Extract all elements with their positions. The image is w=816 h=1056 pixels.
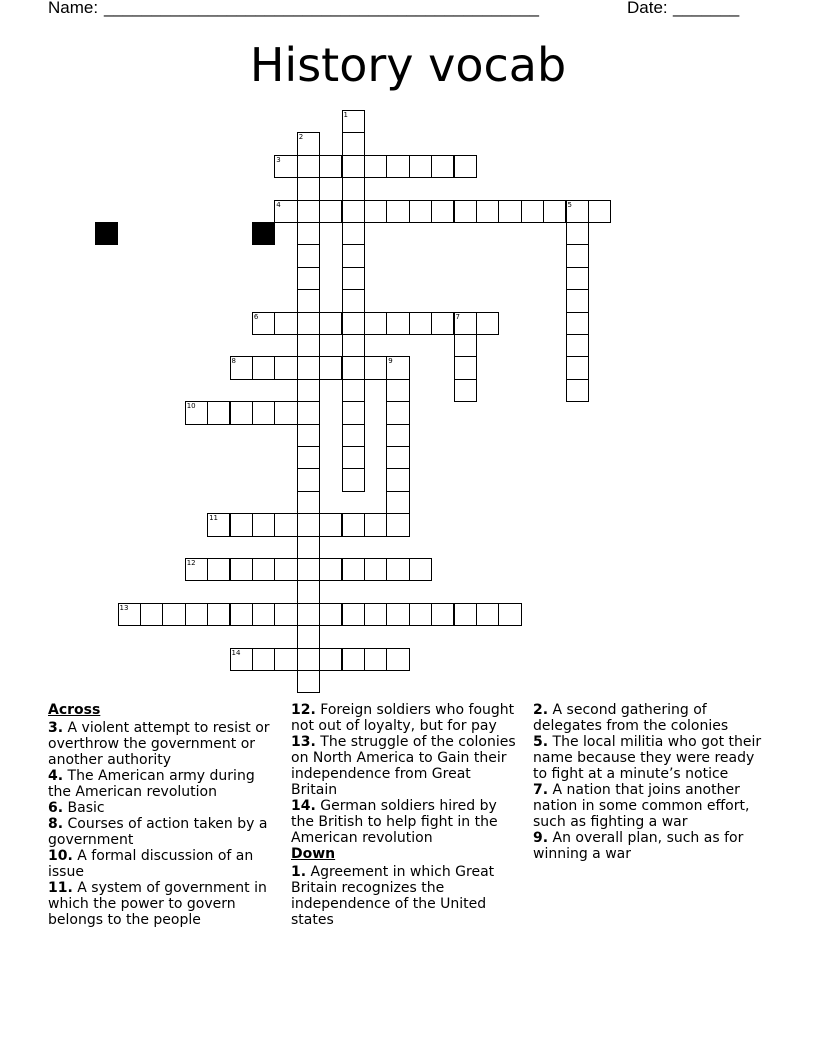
name-label: Name: (48, 0, 99, 17)
crossword-cell[interactable] (297, 580, 320, 603)
crossword-cell[interactable] (342, 648, 365, 671)
crossword-cell[interactable] (297, 244, 320, 267)
clue (48, 816, 276, 848)
crossword-cell[interactable] (297, 222, 320, 245)
crossword-cell[interactable] (297, 356, 320, 379)
crossword-cell[interactable] (386, 356, 409, 379)
crossword-cell[interactable] (431, 155, 454, 178)
crossword-cell[interactable] (185, 401, 208, 424)
crossword-cell[interactable] (207, 603, 230, 626)
crossword-cell[interactable] (566, 200, 589, 223)
crossword-cell[interactable] (274, 356, 297, 379)
clue (48, 768, 276, 800)
crossword-cell[interactable] (386, 200, 409, 223)
clue-text: A second gathering of delegates from the colonies (533, 702, 729, 734)
clue (291, 798, 519, 846)
crossword-cell[interactable] (140, 603, 163, 626)
crossword-cell[interactable] (297, 491, 320, 514)
clue-number: 6 (253, 312, 259, 321)
clue-number: 12. (291, 702, 316, 718)
crossword-cell[interactable] (230, 648, 253, 671)
crossword-cell[interactable] (342, 401, 365, 424)
crossword-cell[interactable] (431, 200, 454, 223)
clue-number: 13. (291, 734, 316, 750)
crossword-cell[interactable] (342, 558, 365, 581)
crossword-cell[interactable] (364, 513, 387, 536)
crossword-cell[interactable] (185, 558, 208, 581)
clue (533, 782, 769, 830)
crossword-cell[interactable] (543, 200, 566, 223)
crossword-cell[interactable] (566, 267, 589, 290)
crossword-cell[interactable] (118, 603, 141, 626)
clue-number: 3. (48, 720, 64, 736)
clue-number: 12 (186, 559, 196, 567)
crossword-cell[interactable] (297, 155, 320, 178)
crossword-cell[interactable] (498, 200, 521, 223)
crossword-cell[interactable] (297, 536, 320, 559)
crossword-cell[interactable] (207, 558, 230, 581)
crossword-cell[interactable] (297, 334, 320, 357)
clue (291, 864, 519, 928)
date-blank[interactable]: _______ (673, 0, 740, 17)
crossword-cell[interactable] (297, 267, 320, 290)
clue-number: 14. (291, 798, 316, 814)
crossword-cell[interactable] (386, 558, 409, 581)
crossword-cell[interactable] (386, 491, 409, 514)
clue-number: 9 (388, 357, 393, 366)
crossword-cell[interactable] (364, 200, 387, 223)
clue-text: An overall plan, such as for winning a war (533, 830, 744, 862)
crossword-cell[interactable] (342, 356, 365, 379)
crossword-cell[interactable] (476, 603, 499, 626)
clue (291, 702, 519, 734)
crossword-cell[interactable] (274, 513, 297, 536)
crossword-cell[interactable] (230, 401, 253, 424)
crossword-cell[interactable] (386, 379, 409, 402)
crossword-cell[interactable] (454, 200, 477, 223)
clue-number: 5. (533, 734, 549, 750)
crossword-cell[interactable] (342, 603, 365, 626)
clue-text: Foreign soldiers who fought not out of loyalty, but for pay (291, 702, 515, 734)
crossword-cell[interactable] (297, 424, 320, 447)
clue-number: 9. (533, 830, 549, 846)
crossword-cell[interactable] (342, 312, 365, 335)
crossword-cell[interactable] (342, 424, 365, 447)
crossword-cell[interactable] (342, 334, 365, 357)
clue-number: 11. (48, 880, 73, 896)
crossword-cell[interactable] (364, 558, 387, 581)
crossword-cell[interactable] (386, 424, 409, 447)
clue (48, 800, 276, 816)
clue-number: 11 (209, 514, 219, 523)
clue-number: 6. (48, 800, 64, 816)
clue (48, 880, 276, 928)
crossword-cell[interactable] (297, 446, 320, 469)
clues-column-2 (291, 702, 519, 928)
name-blank[interactable]: ______________________________________________ (104, 0, 539, 17)
crossword-cell[interactable] (230, 558, 253, 581)
crossword-cell[interactable] (454, 334, 477, 357)
clue-number: 2. (533, 702, 549, 718)
crossword-cell[interactable] (297, 670, 320, 693)
crossword-cell[interactable] (297, 513, 320, 536)
crossword-cell[interactable] (297, 289, 320, 312)
crossword-cell[interactable] (274, 200, 297, 223)
down-heading: Down (291, 846, 336, 862)
crossword-cell[interactable] (364, 356, 387, 379)
date-label: Date: (627, 0, 668, 17)
crossword-cell[interactable] (454, 603, 477, 626)
crossword-cell[interactable] (342, 132, 365, 155)
crossword-cell[interactable] (409, 558, 432, 581)
crossword-cell[interactable] (566, 379, 589, 402)
clue-text: Basic (63, 800, 105, 816)
crossword-cell[interactable] (297, 603, 320, 626)
clue-text: A formal discussion of an issue (48, 848, 254, 880)
clue-text: The local militia who got their name because they were ready to fight at a minute’s notice (533, 734, 762, 782)
clue-number: 10. (48, 848, 73, 864)
clue-text: A violent attempt to resist or overthrow the government or another authority (48, 720, 270, 768)
crossword-cell[interactable] (409, 603, 432, 626)
crossword-cell[interactable] (454, 155, 477, 178)
crossword-cell[interactable] (364, 648, 387, 671)
crossword-cell[interactable] (342, 513, 365, 536)
crossword-cell[interactable] (342, 289, 365, 312)
crossword-cell[interactable] (274, 648, 297, 671)
crossword-cell[interactable] (297, 468, 320, 491)
crossword-cell[interactable] (566, 334, 589, 357)
crossword-cell[interactable] (230, 356, 253, 379)
crossword-cell[interactable] (342, 177, 365, 200)
crossword-cell[interactable] (386, 468, 409, 491)
crossword-cell[interactable] (252, 513, 275, 536)
clue-number: 4. (48, 768, 64, 784)
clue (48, 848, 276, 880)
blocked-cell (95, 222, 118, 245)
crossword-cell[interactable] (252, 603, 275, 626)
crossword-cell[interactable] (162, 603, 185, 626)
crossword-cell[interactable] (342, 244, 365, 267)
crossword-cell[interactable] (454, 356, 477, 379)
crossword-cell[interactable] (431, 603, 454, 626)
clue-number: 2 (298, 133, 304, 142)
crossword-cell[interactable] (588, 200, 611, 223)
crossword-cell[interactable] (521, 200, 544, 223)
crossword-cell[interactable] (342, 155, 365, 178)
crossword-cell[interactable] (207, 513, 230, 536)
crossword-cell[interactable] (297, 648, 320, 671)
clue-number: 4 (276, 200, 281, 209)
crossword-cell[interactable] (319, 648, 342, 671)
crossword-cell[interactable] (364, 312, 387, 335)
clue-number: 14 (231, 648, 241, 657)
crossword-cell[interactable] (319, 200, 342, 223)
crossword-cell[interactable] (252, 312, 275, 335)
crossword-cell[interactable] (566, 244, 589, 267)
blocked-cell (252, 222, 275, 245)
clue-number: 7. (533, 782, 549, 798)
crossword-cell[interactable] (274, 312, 297, 335)
crossword-cell[interactable] (431, 312, 454, 335)
crossword-cell[interactable] (274, 401, 297, 424)
clue-text: Agreement in which Great Britain recognizes the independence of the United states (291, 864, 495, 928)
crossword-cell[interactable] (409, 200, 432, 223)
crossword-cell[interactable] (566, 289, 589, 312)
crossword-cell[interactable] (319, 356, 342, 379)
crossword-cell[interactable] (297, 132, 320, 155)
crossword-cell[interactable] (454, 312, 477, 335)
clue-number: 8 (231, 357, 236, 366)
crossword-cell[interactable] (386, 312, 409, 335)
clue (48, 720, 276, 768)
crossword-cell[interactable] (319, 155, 342, 178)
crossword-cell[interactable] (498, 603, 521, 626)
clue-number: 3 (276, 155, 281, 164)
crossword-cell[interactable] (252, 401, 275, 424)
clue-number: 13 (119, 603, 129, 612)
crossword-cell[interactable] (476, 200, 499, 223)
crossword-cell[interactable] (319, 513, 342, 536)
clue-text: The American army during the American revolution (48, 768, 255, 800)
crossword-cell[interactable] (566, 312, 589, 335)
crossword-cell[interactable] (319, 312, 342, 335)
crossword-cell[interactable] (342, 222, 365, 245)
crossword-cell[interactable] (566, 222, 589, 245)
crossword-cell[interactable] (364, 155, 387, 178)
clue-text: A system of government in which the power to govern belongs to the people (48, 880, 267, 928)
crossword-cell[interactable] (297, 200, 320, 223)
clue-text: Courses of action taken by a government (48, 816, 268, 848)
crossword-cell[interactable] (274, 603, 297, 626)
crossword-cell[interactable] (342, 200, 365, 223)
clue-number: 7 (455, 312, 460, 321)
crossword-cell[interactable] (454, 379, 477, 402)
clues-column-1 (48, 702, 276, 928)
crossword-cell[interactable] (230, 603, 253, 626)
crossword-cell[interactable] (342, 267, 365, 290)
clue-number: 1. (291, 864, 307, 880)
crossword-cell[interactable] (386, 401, 409, 424)
crossword-cell[interactable] (185, 603, 208, 626)
crossword-cell[interactable] (386, 603, 409, 626)
crossword-cell[interactable] (297, 558, 320, 581)
crossword-cell[interactable] (409, 312, 432, 335)
crossword-cell[interactable] (386, 648, 409, 671)
crossword-cell[interactable] (252, 648, 275, 671)
crossword-cell[interactable] (319, 603, 342, 626)
crossword-cell[interactable] (342, 379, 365, 402)
crossword-cell[interactable] (409, 155, 432, 178)
across-heading: Across (48, 702, 101, 718)
clue-number: 10 (186, 402, 196, 411)
crossword-cell[interactable] (297, 177, 320, 200)
crossword-cell[interactable] (566, 356, 589, 379)
clue (533, 734, 769, 782)
crossword-cell[interactable] (342, 446, 365, 469)
clue-text: German soldiers hired by the British to help fight in the American revolution (291, 798, 498, 846)
clue (291, 734, 519, 798)
crossword-cell[interactable] (386, 446, 409, 469)
crossword-cell[interactable] (252, 356, 275, 379)
clue-text: A nation that joins another nation in some common effort, such as fighting a war (533, 782, 750, 830)
crossword-cell[interactable] (386, 155, 409, 178)
crossword-cell[interactable] (207, 401, 230, 424)
clue (533, 830, 769, 862)
clues-column-3 (533, 702, 769, 862)
crossword-cell[interactable] (274, 155, 297, 178)
clue (533, 702, 769, 734)
crossword-cell[interactable] (476, 312, 499, 335)
crossword-cell[interactable] (252, 558, 275, 581)
clue-number: 5 (567, 200, 572, 209)
page-title: History vocab (249, 38, 567, 92)
clue-number: 8. (48, 816, 64, 832)
crossword-cell[interactable] (274, 558, 297, 581)
crossword-cell[interactable] (297, 625, 320, 648)
crossword-cell[interactable] (364, 603, 387, 626)
clue-text: The struggle of the colonies on North America to Gain their independence from Great Britain (291, 734, 516, 798)
crossword-cell[interactable] (297, 379, 320, 402)
crossword-cell[interactable] (297, 312, 320, 335)
crossword-cell[interactable] (342, 468, 365, 491)
crossword-cell[interactable] (342, 110, 365, 133)
crossword-cell[interactable] (230, 513, 253, 536)
crossword-cell[interactable] (297, 401, 320, 424)
clue-number: 1 (343, 111, 348, 119)
crossword-cell[interactable] (386, 513, 409, 536)
crossword-cell[interactable] (319, 558, 342, 581)
